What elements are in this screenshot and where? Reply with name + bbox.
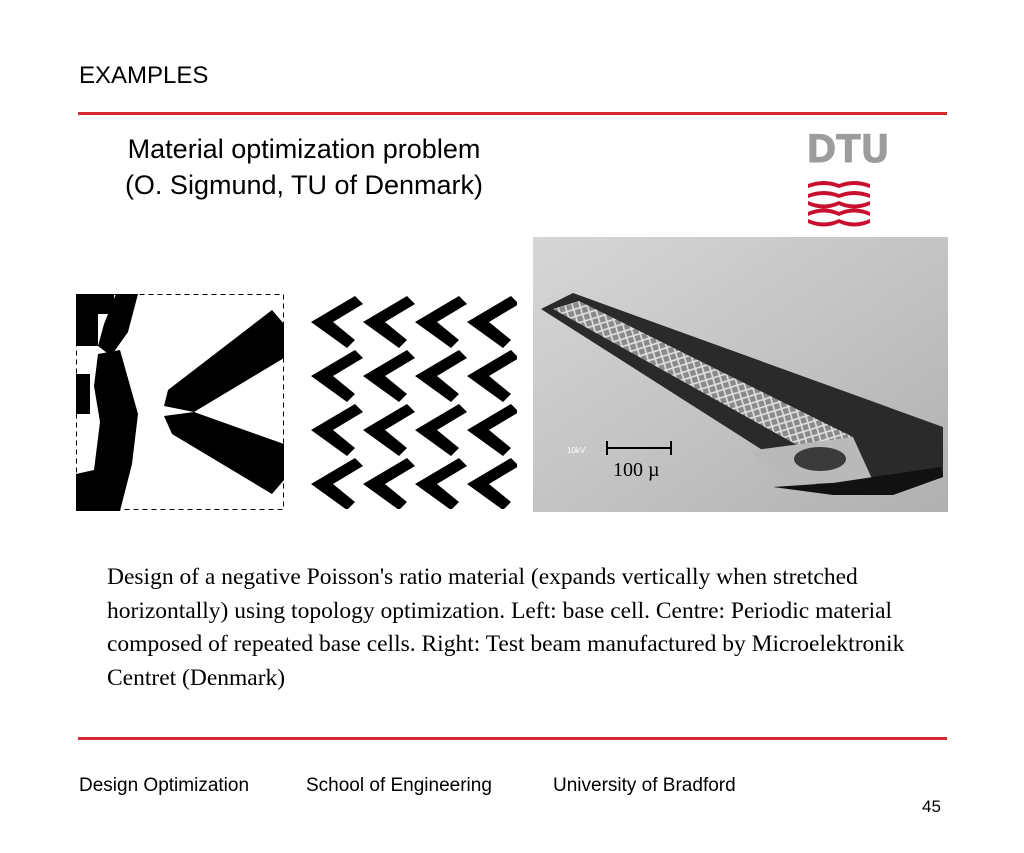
subtitle-line-2: (O. Sigmund, TU of Denmark) [124, 170, 484, 200]
slide-subtitle [60, 131, 548, 203]
photo-corner-text: 10kV [567, 446, 586, 455]
slide-section-title: EXAMPLES [79, 62, 209, 89]
footer-university: University of Bradford [553, 775, 736, 796]
base-cell-figure [76, 294, 285, 511]
top-divider [78, 112, 947, 115]
dtu-logo-text: DTU [806, 126, 889, 173]
page-number: 45 [922, 797, 941, 816]
bottom-divider [78, 737, 947, 740]
footer-school: School of Engineering [306, 775, 492, 796]
periodic-material-figure [307, 292, 517, 509]
subtitle-line-1: Material optimization problem [127, 134, 481, 164]
scale-bar-label: 100 µ [613, 459, 660, 481]
figure-caption: Design of a negative Poisson's ratio material (expands vertically when stretched horizontally) using topology optimization. Left: base cell. Centre: Periodic material composed of repeated base cells. Right: Test beam manufactured by Microelektronik Centret (Denmark) [107, 564, 905, 691]
test-beam-photo [533, 237, 948, 512]
footer-course: Design Optimization [79, 775, 250, 796]
dtu-logo-waves-icon [806, 178, 872, 228]
